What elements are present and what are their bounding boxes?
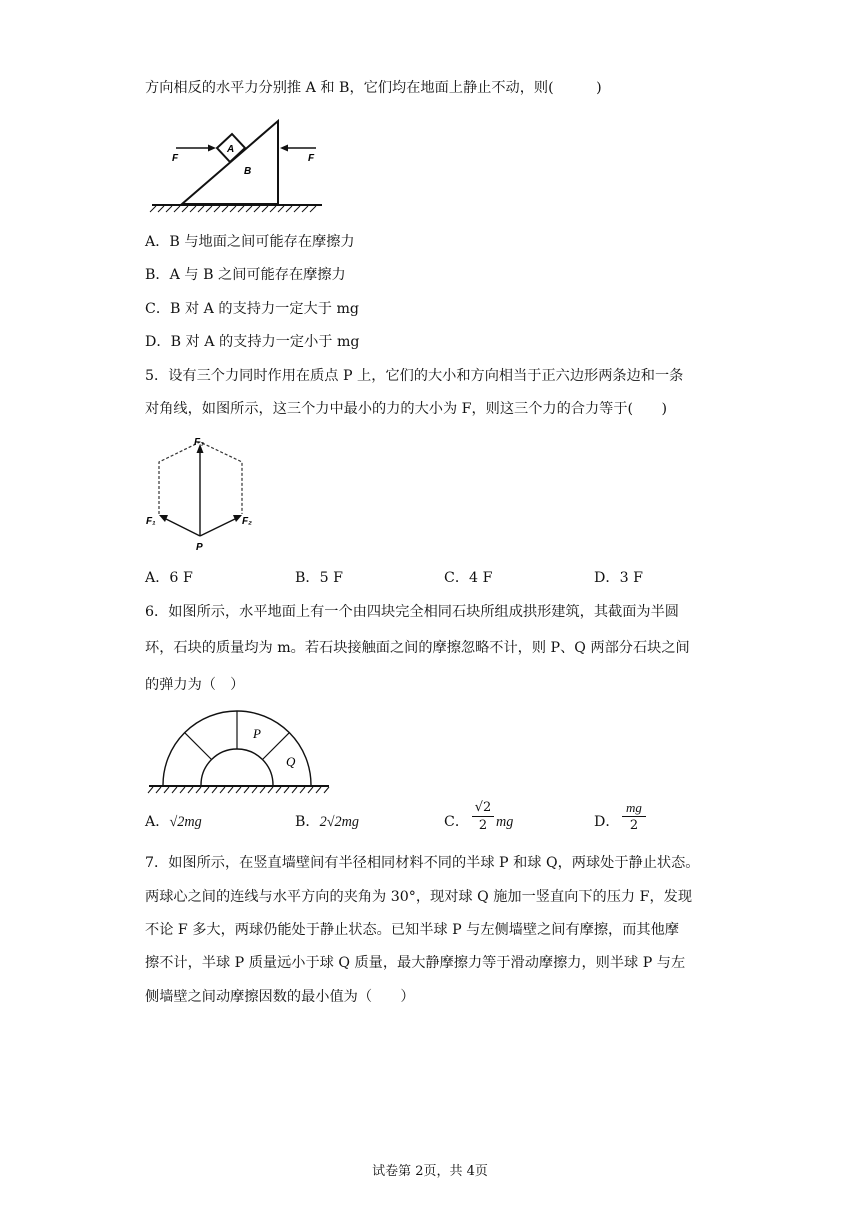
q4-incline-figure <box>148 115 328 215</box>
q4-label-f-right: F <box>308 153 315 164</box>
q6-option-c-denominator: 2 <box>478 818 488 833</box>
q5-stem-line1: 5．设有三个力同时作用在质点 P 上，它们的大小和方向相当于正六边形两条边和一条 <box>145 368 684 384</box>
q6-option-d-prefix: D． <box>594 814 620 830</box>
q6-option-a-value: √2mg <box>169 814 202 830</box>
q5-option-a: A．6 F <box>145 570 193 586</box>
q5-option-d: D．3 F <box>594 570 643 586</box>
q4-label-a: A <box>227 144 235 155</box>
q6-option-a <box>145 812 202 832</box>
q5-label-f3: F₃ <box>194 437 204 448</box>
q6-arch-figure <box>145 706 335 796</box>
q6-stem-line1: 6．如图所示，水平地面上有一个由四块完全相同石块所组成拱形建筑，其截面为半圆 <box>145 604 679 620</box>
q5-label-f2: F₂ <box>242 516 252 527</box>
q4-label-b: B <box>244 166 252 177</box>
q5-option-c: C．4 F <box>444 570 493 586</box>
q7-stem-line3: 不论 F 多大，两球仍能处于静止状态。已知半球 P 与左侧墙壁之间有摩擦，而其他摩 <box>145 922 679 938</box>
q6-label-p: P <box>253 726 261 741</box>
q6-option-c-prefix: C． <box>444 814 470 830</box>
q4-stem-line1: 方向相反的水平力分别推 A 和 B，它们均在地面上静止不动，则( ) <box>145 80 602 96</box>
q6-option-c-fraction <box>472 800 494 835</box>
q6-stem-line2: 环，石块的质量均为 m。若石块接触面之间的摩擦忽略不计，则 P、Q 两部分石块之间 <box>145 640 690 656</box>
q6-option-b <box>295 812 359 832</box>
q4-label-f-left: F <box>172 153 179 164</box>
q4-option-b: B．A 与 B 之间可能存在摩擦力 <box>145 267 346 283</box>
q4-option-c: C．B 对 A 的支持力一定大于 mg <box>145 301 359 317</box>
q6-option-d-numerator: mg <box>622 800 646 817</box>
q6-option-c-numerator: √2 <box>472 800 494 817</box>
q6-label-q: Q <box>286 754 296 769</box>
q7-stem-line2: 两球心之间的连线与水平方向的夹角为 30°，现对球 Q 施加一竖直向下的压力 F，发现 <box>145 889 693 905</box>
q7-stem-line1: 7．如图所示，在竖直墙壁间有半径相同材料不同的半球 P 和球 Q，两球处于静止状态。 <box>145 855 700 871</box>
q6-option-d-fraction <box>622 800 646 835</box>
q6-option-b-prefix: B． <box>295 814 320 830</box>
q6-option-b-value: 2√2mg <box>319 814 359 830</box>
q5-option-b: B．5 F <box>295 570 343 586</box>
q6-option-c-suffix: mg <box>496 814 514 830</box>
q5-hexagon-figure <box>145 432 260 554</box>
q6-option-a-prefix: A． <box>145 814 170 830</box>
q5-stem-line2: 对角线，如图所示，这三个力中最小的力的大小为 F，则这三个力的合力等于( ) <box>145 401 667 417</box>
page-footer: 试卷第 2页，共 4页 <box>372 1164 488 1179</box>
q7-stem-line5: 侧墙壁之间动摩擦因数的最小值为（ ） <box>145 989 415 1005</box>
q4-option-d: D．B 对 A 的支持力一定小于 mg <box>145 334 360 350</box>
q5-label-f1: F₁ <box>146 516 156 527</box>
q7-stem-line4: 擦不计，半球 P 质量远小于球 Q 质量，最大静摩擦力等于滑动摩擦力，则半球 P 与左 <box>145 955 686 971</box>
q6-stem-line3: 的弹力为（ ） <box>145 677 245 693</box>
q5-label-p: P <box>196 542 203 553</box>
q4-option-a: A．B 与地面之间可能存在摩擦力 <box>145 234 355 250</box>
q6-option-d-denominator: 2 <box>629 818 639 833</box>
